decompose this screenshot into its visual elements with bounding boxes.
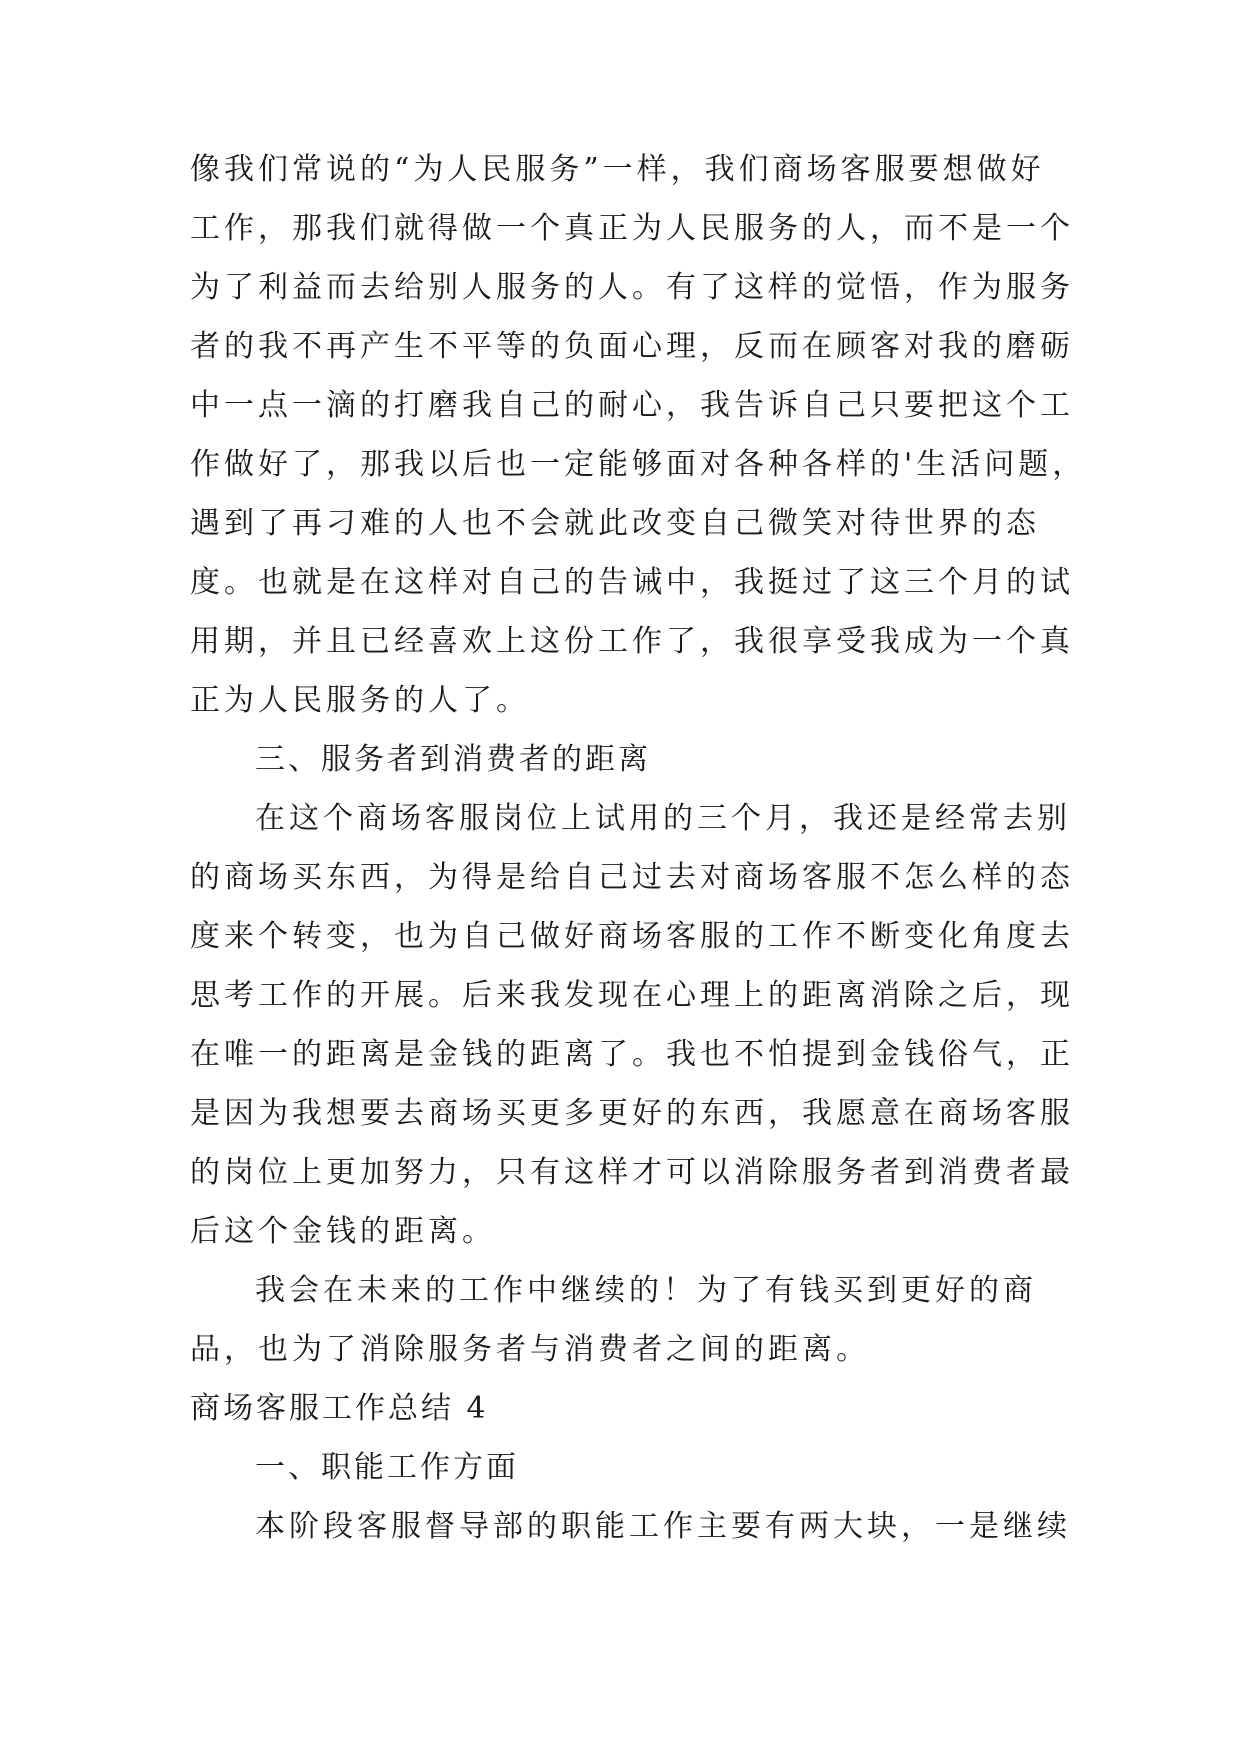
text-line: 我会在未来的工作中继续的！为了有钱买到更好的商: [255, 1273, 1037, 1308]
text-line: 在唯一的距离是金钱的距离了。我也不怕提到金钱俗气，正: [190, 1037, 1074, 1072]
text-line: 遇到了再刁难的人也不会就此改变自己微笑对待世界的态: [190, 506, 1040, 541]
text-line: 在这个商场客服岗位上试用的三个月，我还是经常去别: [255, 801, 1071, 836]
text-line: 思考工作的开展。后来我发现在心理上的距离消除之后，现: [190, 978, 1074, 1013]
text-line: 工作，那我们就得做一个真正为人民服务的人，而不是一个: [190, 211, 1074, 246]
document-body: [190, 140, 1087, 1556]
text-line: 后这个金钱的距离。: [190, 1214, 496, 1249]
section-heading: 一、职能工作方面: [255, 1450, 519, 1485]
text-line: 用期，并且已经喜欢上这份工作了，我很享受我成为一个真: [190, 624, 1074, 659]
text-line: 为了利益而去给别人服务的人。有了这样的觉悟，作为服务: [190, 270, 1074, 305]
text-line: 本阶段客服督导部的职能工作主要有两大块，一是继续: [255, 1509, 1071, 1544]
text-line: 的商场买东西，为得是给自己过去对商场客服不怎么样的态: [190, 860, 1074, 895]
text-line: 品，也为了消除服务者与消费者之间的距离。: [190, 1332, 870, 1367]
text-line: 的岗位上更加努力，只有这样才可以消除服务者到消费者最: [190, 1155, 1074, 1190]
text-line: 度来个转变，也为自己做好商场客服的工作不断变化角度去: [190, 919, 1074, 954]
document-title: 商场客服工作总结 4: [190, 1391, 489, 1426]
text-line: 正为人民服务的人了。: [190, 683, 530, 718]
text-line: 作做好了，那我以后也一定能够面对各种各样的'生活问题，: [190, 447, 1087, 482]
text-line: 者的我不再产生不平等的负面心理，反而在顾客对我的磨砺: [190, 329, 1074, 364]
text-line: 是因为我想要去商场买更多更好的东西，我愿意在商场客服: [190, 1096, 1074, 1131]
text-line: 度。也就是在这样对自己的告诫中，我挺过了这三个月的试: [190, 565, 1074, 600]
text-line: 像我们常说的“为人民服务”一样，我们商场客服要想做好: [190, 152, 1045, 187]
text-line: 中一点一滴的打磨我自己的耐心，我告诉自己只要把这个工: [190, 388, 1074, 423]
section-heading: 三、服务者到消费者的距离: [255, 742, 651, 777]
